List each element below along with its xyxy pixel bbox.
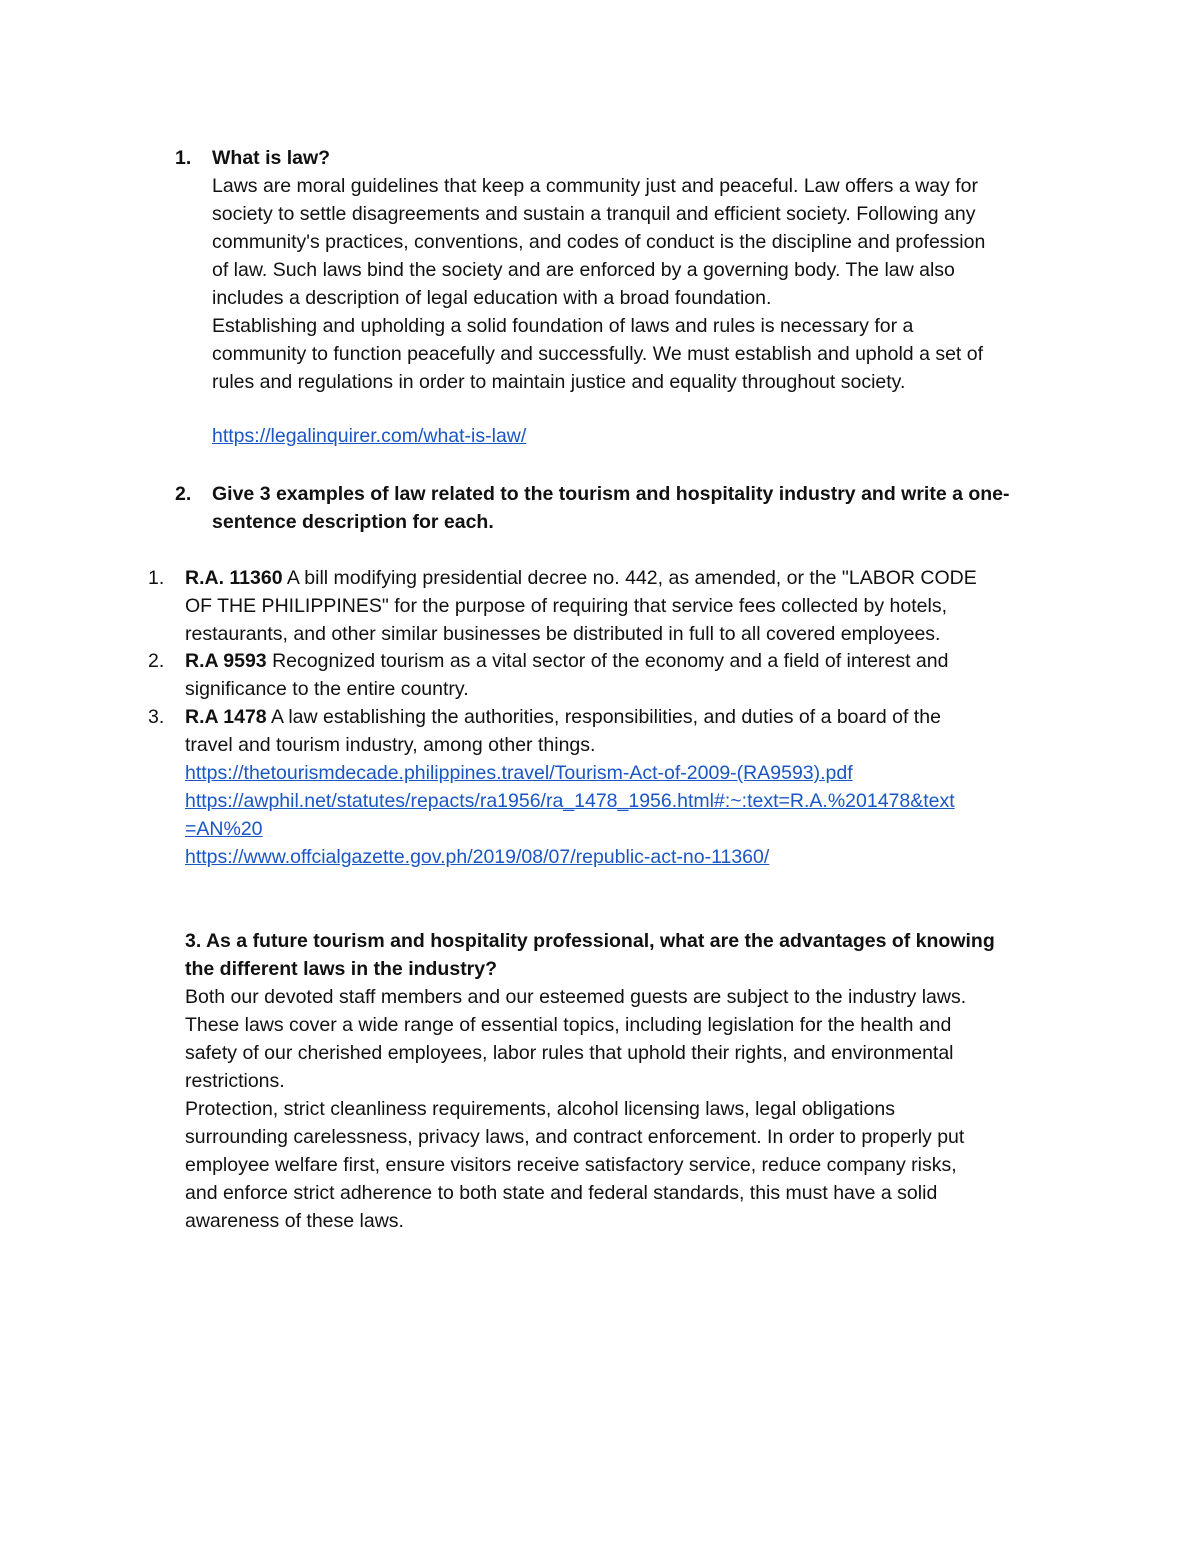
q2-title-line: sentence description for each. [212, 511, 494, 533]
q1-body-line: society to settle disagreements and sustain a tranquil and efficient society. Following any [212, 203, 976, 225]
law-item-line [185, 564, 977, 592]
q1-body-line: community to function peacefully and successfully. We must establish and uphold a set of [212, 343, 984, 365]
q2-title-line: Give 3 examples of law related to the tourism and hospitality industry and write a one- [212, 483, 1010, 505]
q3-title-line: 3. As a future tourism and hospitality professional, what are the advantages of knowing [185, 930, 995, 952]
q1-body-line: community's practices, conventions, and codes of conduct is the discipline and profession [212, 231, 986, 253]
law-code: R.A 9593 [185, 650, 267, 672]
q1-body-line: includes a description of legal education with a broad foundation. [212, 287, 772, 309]
q3-title-line: the different laws in the industry? [185, 958, 498, 980]
reference-link[interactable]: https://www.offcialgazette.gov.ph/2019/08/07/republic-act-no-11360/ [185, 846, 770, 868]
law-item-number: 1. [148, 567, 165, 589]
q1-number: 1. [175, 147, 192, 169]
q3-body-line: Both our devoted staff members and our esteemed guests are subject to the industry laws. [185, 986, 967, 1008]
q3-body-line: employee welfare first, ensure visitors receive satisfactory service, reduce company risks, [185, 1154, 957, 1176]
q1-body-line: Laws are moral guidelines that keep a community just and peaceful. Law offers a way for [212, 175, 978, 197]
law-code: R.A 1478 [185, 706, 267, 728]
law-item-line: restaurants, and other similar businesses be distributed in full to all covered employees. [185, 623, 941, 645]
q2-number: 2. [175, 483, 192, 505]
q1-body-line: rules and regulations in order to maintain justice and equality throughout society. [212, 371, 906, 393]
q1-body-line: Establishing and upholding a solid foundation of laws and rules is necessary for a [212, 315, 914, 337]
q3-body-line: restrictions. [185, 1070, 285, 1092]
q3-body-line: These laws cover a wide range of essential topics, including legislation for the health and [185, 1014, 952, 1036]
law-description: Recognized tourism as a vital sector of the economy and a field of interest and [266, 650, 949, 672]
law-item-line [185, 647, 948, 675]
law-item-number: 2. [148, 650, 165, 672]
reference-link[interactable]: https://thetourismdecade.philippines.travel/Tourism-Act-of-2009-(RA9593).pdf [185, 762, 853, 784]
q3-body-line: Protection, strict cleanliness requirements, alcohol licensing laws, legal obligations [185, 1098, 895, 1120]
law-item-number: 3. [148, 706, 165, 728]
q3-body-line: surrounding carelessness, privacy laws, and contract enforcement. In order to properly put [185, 1126, 965, 1148]
law-item-line: OF THE PHILIPPINES" for the purpose of requiring that service fees collected by hotels, [185, 595, 948, 617]
law-item-line: travel and tourism industry, among other things. [185, 734, 596, 756]
reference-link[interactable]: https://awphil.net/statutes/repacts/ra1956/ra_1478_1956.html#:~:text=R.A.%201478&text [185, 790, 955, 812]
q1-reference-link[interactable]: https://legalinquirer.com/what-is-law/ [212, 425, 527, 447]
law-code: R.A. 11360 [185, 567, 283, 589]
law-item-line: significance to the entire country. [185, 678, 469, 700]
law-item-line [185, 703, 941, 731]
q3-body-line: safety of our cherished employees, labor rules that uphold their rights, and environmental [185, 1042, 954, 1064]
q3-body-line: and enforce strict adherence to both state and federal standards, this must have a solid [185, 1182, 938, 1204]
q1-body-line: of law. Such laws bind the society and are enforced by a governing body. The law also [212, 259, 955, 281]
reference-link[interactable]: =AN%20 [185, 818, 263, 840]
law-description: A bill modifying presidential decree no. 442, as amended, or the "LABOR CODE [282, 567, 977, 589]
law-description: A law establishing the authorities, responsibilities, and duties of a board of the [266, 706, 941, 728]
q3-body-line: awareness of these laws. [185, 1210, 404, 1232]
q1-title: What is law? [212, 147, 331, 169]
